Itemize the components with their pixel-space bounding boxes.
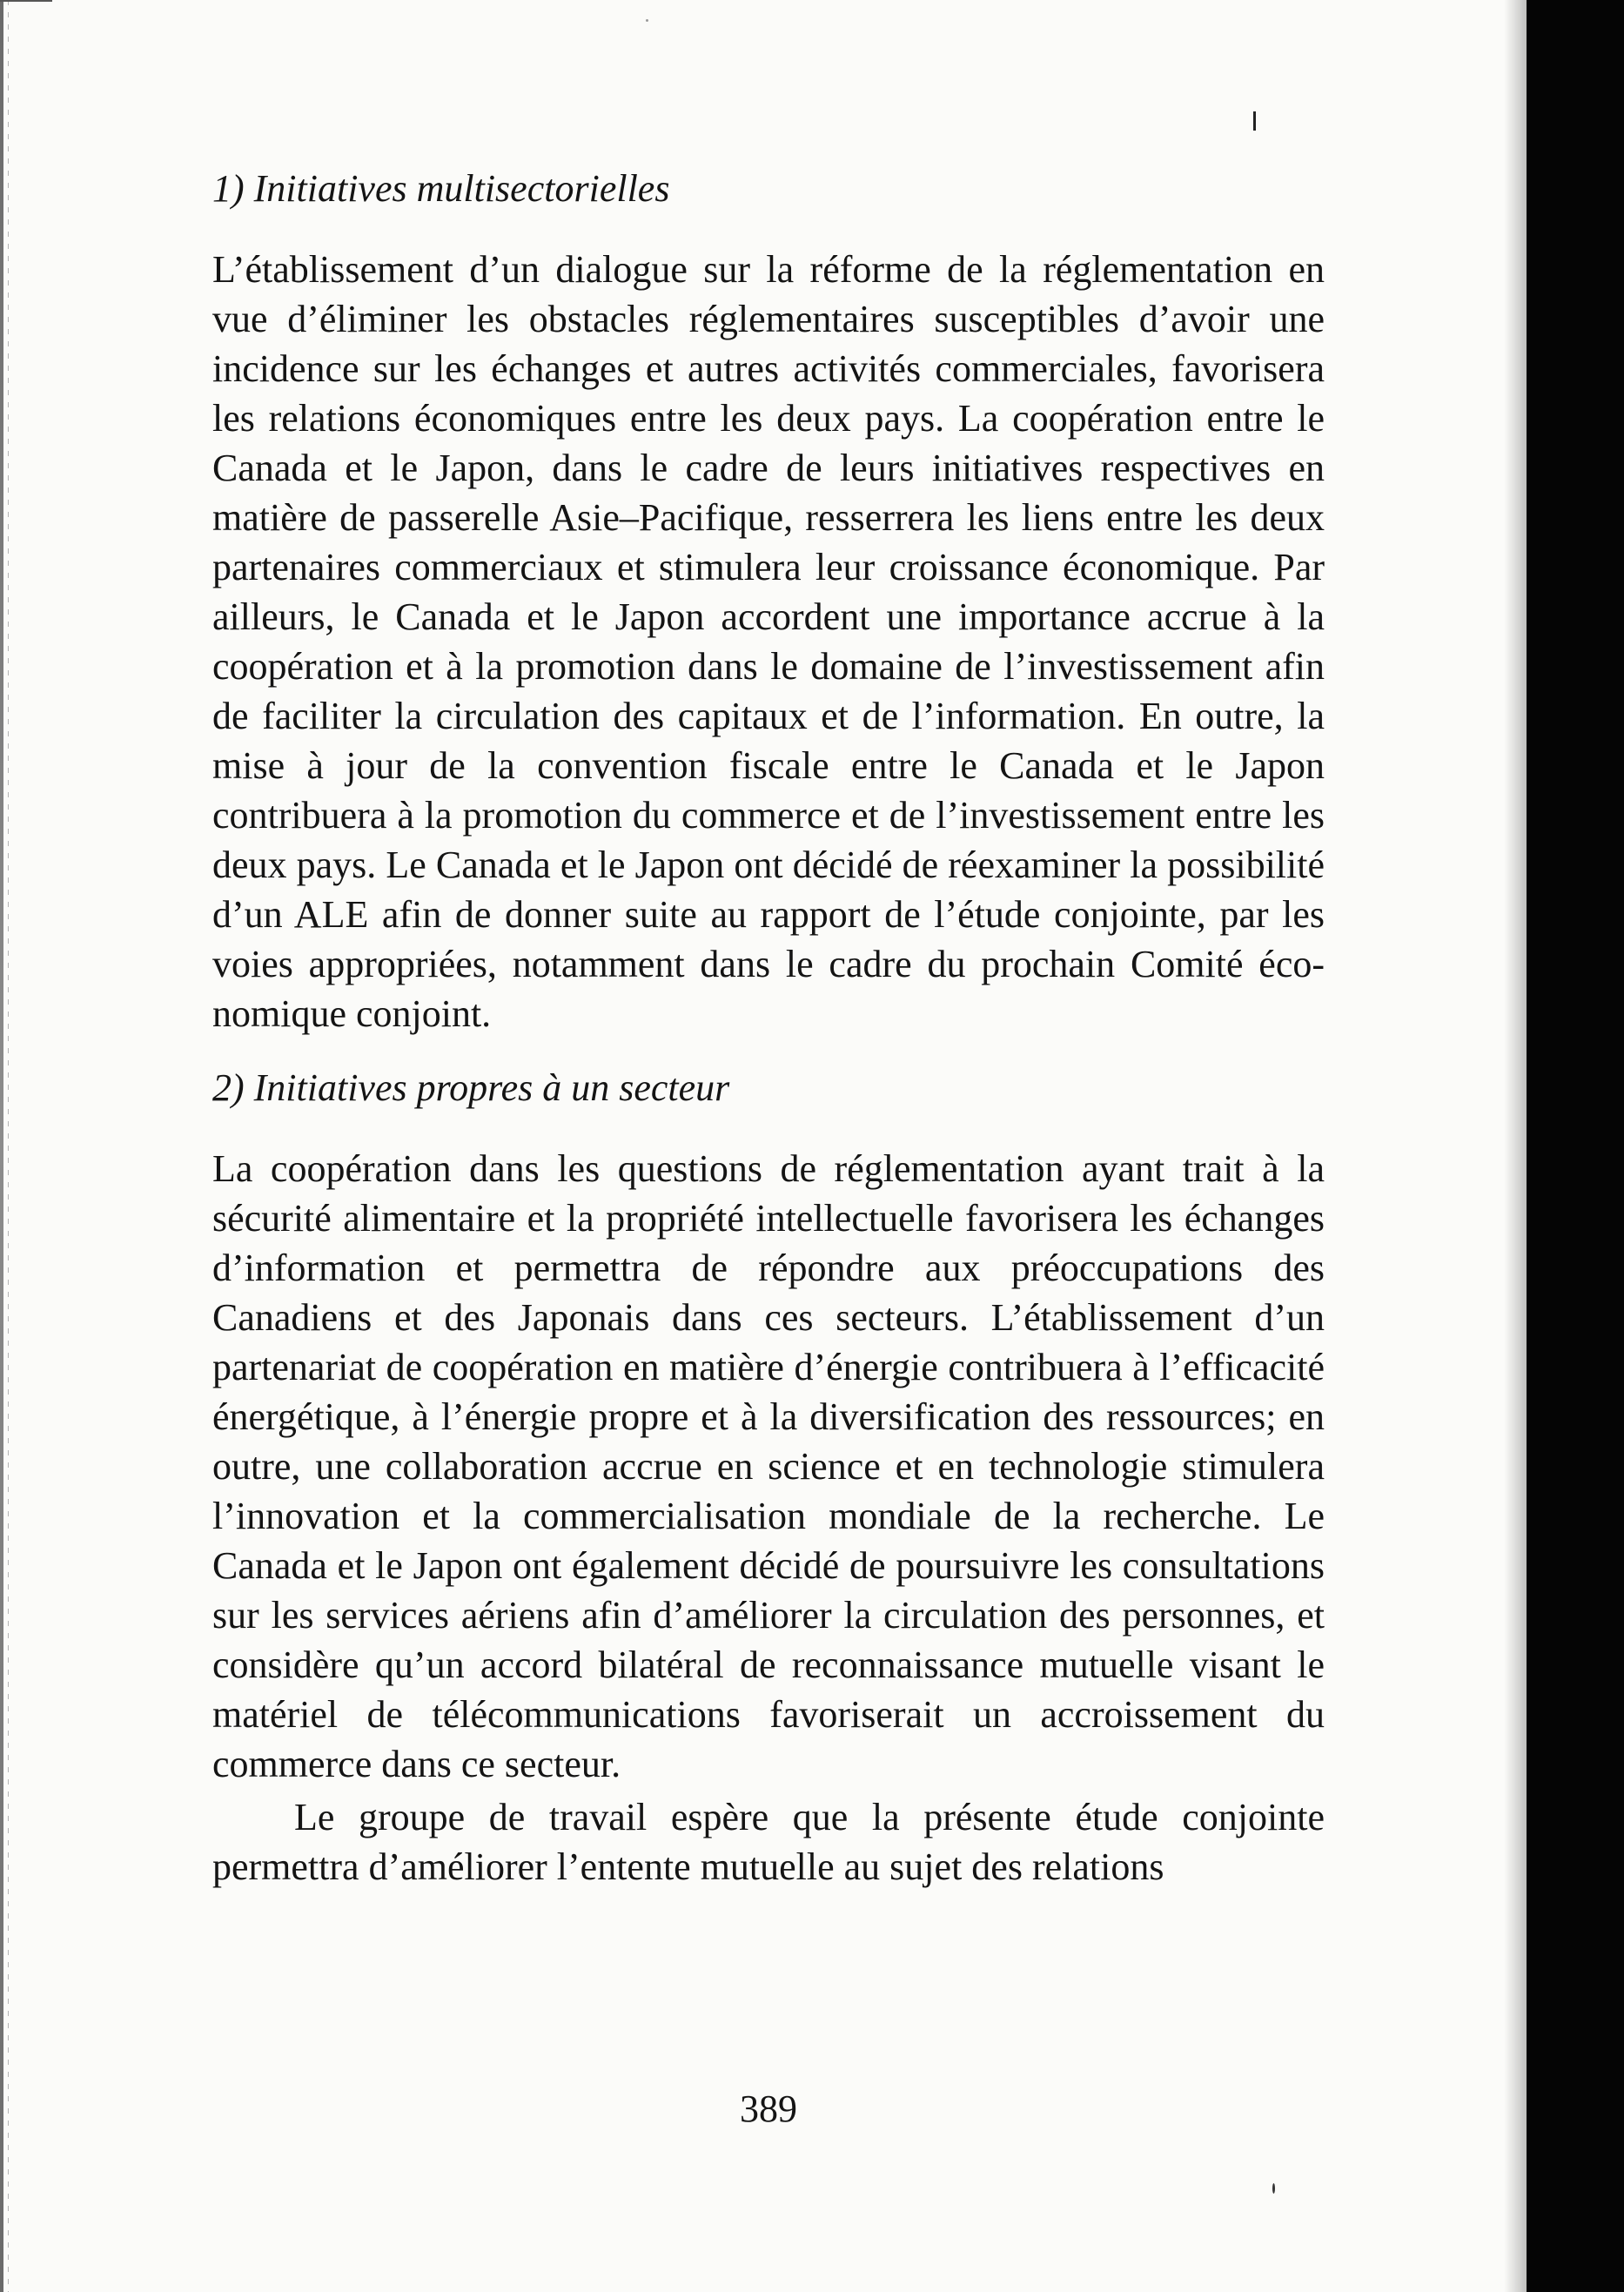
corner-mark <box>0 0 52 9</box>
page-number: 389 <box>740 2087 797 2130</box>
scan-speck <box>1272 2183 1275 2194</box>
scan-speck <box>646 19 648 22</box>
scan-shadow <box>1504 0 1528 2292</box>
section-heading-multisectoral: 1) Initiatives multisectorielles <box>212 167 670 210</box>
binding-edge-perforation <box>8 0 9 2292</box>
scan-mark <box>1253 111 1256 131</box>
scan-dark-margin <box>1527 0 1624 2292</box>
section-paragraph-sectoral: La coopération dans les questions de réglementation ayant trait à la sécurité alimentaire et la propriété intellectuelle favorisera les échanges d’information et permettra de répondre aux préoccupations des Canadiens et des Japonais dans ces secteurs. L’établissement d’un partenariat de coopération en matière d’énergie contribuera à l’efficacité énergétique, à l’énergie propre et à la diversification des ressources; en outre, une collaboration accrue en science et en technologie stimulera l’innovation et la commercialisation mondiale de la recherche. Le Canada et le Japon ont également décidé de poursuivre les consultations sur les services aériens afin d’améliorer la circulation des personnes, et considère qu’un accord bilatéral de reconnaissance mutuelle visant le matériel de télécommunications favoriserait un accroissement du commerce dans ce secteur. <box>212 1147 1325 1785</box>
page-content <box>212 164 1325 1892</box>
section-paragraph-multisectoral: L’établissement d’un dialogue sur la réforme de la réglementation en vue d’éliminer les obstacles réglementaires susceptibles d’avoir une incidence sur les échanges et autres activités commerciales, favorisera les relations économiques entre les deux pays. La coopération entre le Canada et le Japon, dans le cadre de leurs initiatives respectives en matière de passerelle Asie–Pacifique, resserrera les liens entre les deux partenaires commerciaux et stimulera leur croissance économique. Par ailleurs, le Canada et le Japon accordent une importance accrue à la coopération et à la promotion dans le domaine de l’investissement afin de faciliter la circulation des capitaux et de l’information. En outre, la mise à jour de la convention fiscale entre le Canada et le Japon contribuera à la promotion du commerce et de l’investissement entre les deux pays. Le Canada et le Japon ont décidé de réexaminer la possibilité d’un ALE afin de donner suite au rapport de l’étude conjointe, par les voies appropriées, notamment dans le cadre du prochain Comité économique conjoint. <box>212 248 1325 1035</box>
section-paragraph-continued: Le groupe de travail espère que la présente étude conjointe permettra d’améliorer l’entente mutuelle au sujet des relations <box>212 1796 1325 1888</box>
binding-edge <box>0 0 3 2292</box>
section-heading-sectoral: 2) Initiatives propres à un secteur <box>212 1066 730 1109</box>
